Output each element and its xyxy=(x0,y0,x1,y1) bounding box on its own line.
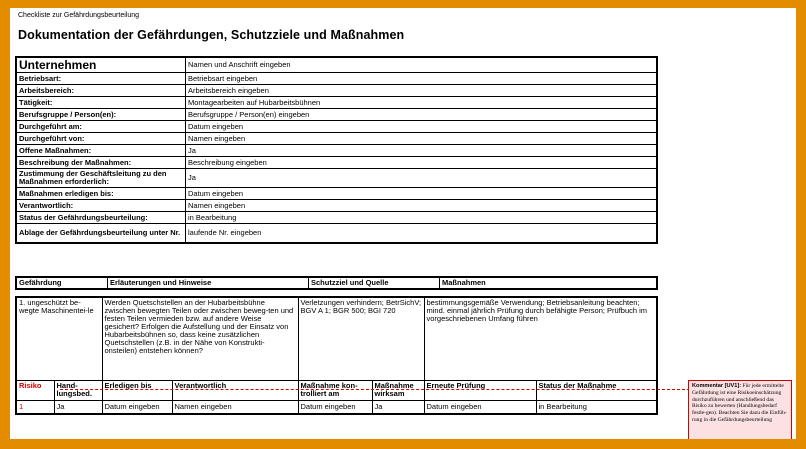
table-row xyxy=(16,212,657,224)
status-header-status: Status der Maßnahme xyxy=(536,381,657,401)
company-label: Unternehmen xyxy=(16,57,186,73)
table-row xyxy=(16,57,657,73)
status-header-wirksam: Maßnahme wirksam xyxy=(372,381,424,401)
table-row xyxy=(16,200,657,212)
table-header-row xyxy=(16,277,657,289)
comment-balloon[interactable] xyxy=(688,380,792,440)
status-header-erledigen-bis: Erledigen bis xyxy=(102,381,172,401)
status-value-row xyxy=(16,401,657,415)
hazard-measures-cell[interactable]: bestimmungsgemäße Verwendung; Betriebsanleitung beachten; mind. einmal jährlich Prüfung durch befähigte Person; Prüfbuch im vorgeschriebenen Umfang führen xyxy=(424,297,657,381)
column-header-erlaeuterungen: Erläuterungen und Hinweise xyxy=(108,277,309,289)
status-header-risiko: Risiko xyxy=(16,381,54,401)
table-row xyxy=(16,97,657,109)
column-header-gefaehrdung: Gefährdung xyxy=(16,277,108,289)
row-label: Betriebsart: xyxy=(16,73,186,85)
column-header-schutzziel: Schutzziel und Quelle xyxy=(309,277,440,289)
document-page xyxy=(10,8,796,439)
company-value-field[interactable]: Namen und Anschrift eingeben xyxy=(186,57,658,73)
comment-title: Kommentar [UV1]: xyxy=(692,383,742,389)
row-value-field[interactable]: Beschreibung eingeben xyxy=(186,157,658,169)
hazard-name-cell[interactable]: 1. ungeschützt be-wegte Maschinentei-le xyxy=(16,297,102,381)
row-label: Berufsgruppe / Person(en): xyxy=(16,109,186,121)
row-label: Maßnahmen erledigen bis: xyxy=(16,188,186,200)
table-row xyxy=(16,121,657,133)
table-row xyxy=(16,157,657,169)
table-row xyxy=(16,133,657,145)
column-header-massnahmen: Maßnahmen xyxy=(440,277,658,289)
row-label: Verantwortlich: xyxy=(16,200,186,212)
row-value-field[interactable]: Berufsgruppe / Person(en) eingeben xyxy=(186,109,658,121)
table-row xyxy=(16,109,657,121)
row-value-field[interactable]: laufende Nr. eingeben xyxy=(186,224,658,244)
table-row xyxy=(16,188,657,200)
hazard-explanation-cell[interactable]: Werden Quetschstellen an der Hubarbeitsbühne zwischen bewegten Teilen oder zwischen beweg-ten und festen Teilen vermieden bzw. auf andere Weise gesichert? Erfolgen die Aufstellung und der Einsatz von Hubarbeitsbühnen so, dass keine zusätzlichen Quetschstellen (z.B. in der Nähe von Konstrukti-onsteilen) entstehen können? xyxy=(102,297,298,381)
row-value-field[interactable]: Ja xyxy=(186,145,658,157)
company-info-table xyxy=(15,56,658,244)
risk-value-field[interactable]: 1 xyxy=(16,401,54,415)
hazard-detail-table xyxy=(15,296,658,415)
recheck-date-field[interactable]: Datum eingeben xyxy=(424,401,536,415)
row-label: Durchgeführt von: xyxy=(16,133,186,145)
hazard-row xyxy=(16,297,657,381)
hazard-protection-goal-cell[interactable]: Verletzungen verhindern; BetrSichV; BGV A 1; BGR 500; BGI 720 xyxy=(298,297,424,381)
row-label: Offene Maßnahmen: xyxy=(16,145,186,157)
row-label: Tätigkeit: xyxy=(16,97,186,109)
row-label: Status der Gefährdungsbeurteilung: xyxy=(16,212,186,224)
status-header-row xyxy=(16,381,657,401)
checked-date-field[interactable]: Datum eingeben xyxy=(298,401,372,415)
row-value-field[interactable]: Ja xyxy=(186,169,658,188)
table-row xyxy=(16,73,657,85)
row-label: Ablage der Gefährdungsbeurteilung unter Nr. xyxy=(16,224,186,244)
row-label: Zustimmung der Geschäftsleitung zu den Maßnahmen erforderlich: xyxy=(16,169,186,188)
table-row xyxy=(16,169,657,188)
row-value-field[interactable]: Namen eingeben xyxy=(186,200,658,212)
comment-text: Für jede ermittelte Gefährdung ist eine Risikoeinschätzung durchzuführen und anschließend das Risiko zu bewerten (Handlungsbedarf festle-gen). Beachten Sie dazu die Einfüh-rung in die Gefährdungsbeurteilung xyxy=(692,383,787,423)
comment-connector-line xyxy=(60,389,690,390)
row-value-field[interactable]: Montagearbeiten auf Hubarbeitsbühnen xyxy=(186,97,658,109)
row-label: Durchgeführt am: xyxy=(16,121,186,133)
document-header-label: Checkliste zur Gefährdungsbeurteilung xyxy=(18,12,140,19)
row-value-field[interactable]: in Bearbeitung xyxy=(186,212,658,224)
due-date-field[interactable]: Datum eingeben xyxy=(102,401,172,415)
table-row xyxy=(16,145,657,157)
hazard-header-table xyxy=(15,276,658,290)
row-value-field[interactable]: Datum eingeben xyxy=(186,121,658,133)
table-row xyxy=(16,85,657,97)
status-header-handlungsbedarf: Hand-lungsbed. xyxy=(54,381,102,401)
status-header-verantwortlich: Verantwortlich xyxy=(172,381,298,401)
status-header-kontrolliert: Maßnahme kon-trolliert am xyxy=(298,381,372,401)
table-row xyxy=(16,224,657,244)
page-title: Dokumentation der Gefährdungen, Schutzziele und Maßnahmen xyxy=(18,28,405,42)
row-label: Arbeitsbereich: xyxy=(16,85,186,97)
row-value-field[interactable]: Namen eingeben xyxy=(186,133,658,145)
row-value-field[interactable]: Arbeitsbereich eingeben xyxy=(186,85,658,97)
row-value-field[interactable]: Datum eingeben xyxy=(186,188,658,200)
action-needed-field[interactable]: Ja xyxy=(54,401,102,415)
row-value-field[interactable]: Betriebsart eingeben xyxy=(186,73,658,85)
status-header-pruefung: Erneute Prüfung xyxy=(424,381,536,401)
row-label: Beschreibung der Maßnahmen: xyxy=(16,157,186,169)
effective-field[interactable]: Ja xyxy=(372,401,424,415)
measure-status-field[interactable]: in Bearbeitung xyxy=(536,401,657,415)
responsible-field[interactable]: Namen eingeben xyxy=(172,401,298,415)
